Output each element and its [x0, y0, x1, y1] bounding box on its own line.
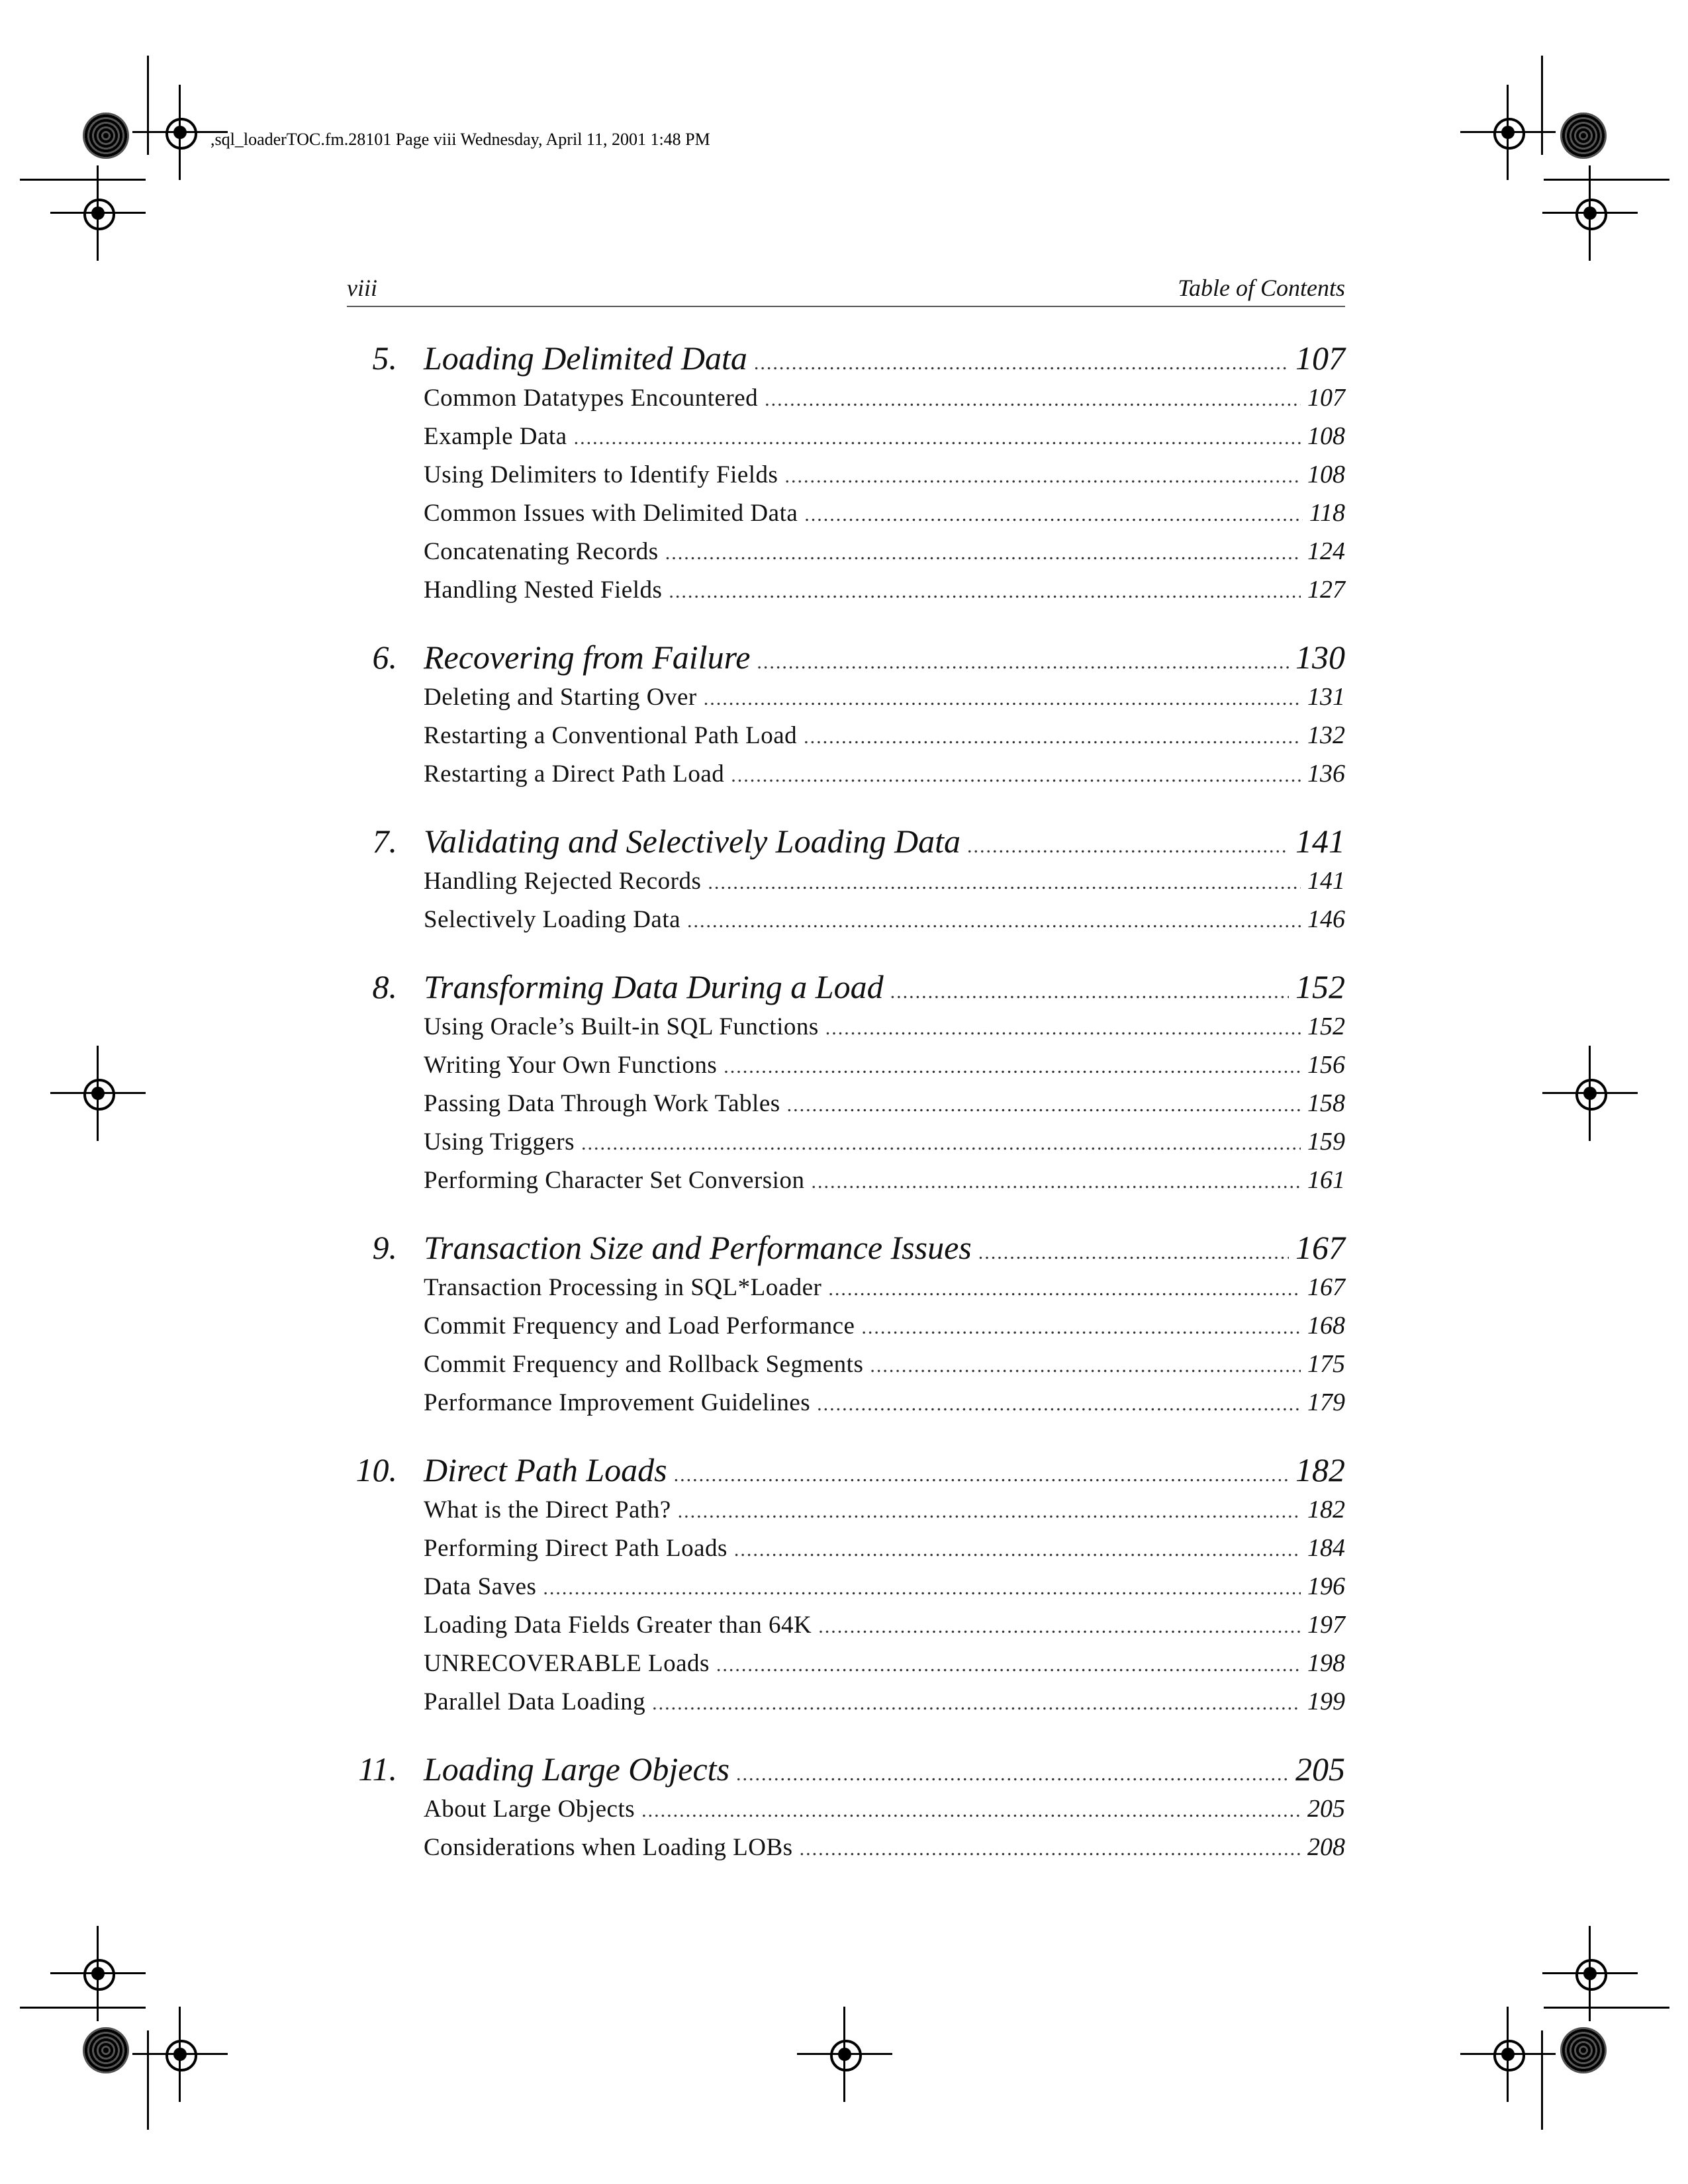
- dot-leader: [669, 572, 1301, 611]
- section-title: Performance Improvement Guidelines: [424, 1389, 811, 1416]
- section-entry[interactable]: [347, 1828, 1345, 1866]
- section-entry[interactable]: [347, 1383, 1345, 1422]
- section-title: Data Saves: [424, 1573, 537, 1600]
- chapter-entry: [347, 1449, 1345, 1721]
- section-title: Common Issues with Delimited Data: [424, 500, 798, 527]
- chapter-entry: [347, 1749, 1345, 1866]
- dot-leader: [967, 826, 1289, 867]
- section-title: Commit Frequency and Rollback Segments: [424, 1351, 864, 1378]
- section-page: 205: [1307, 1795, 1345, 1823]
- crosshair-right-lower: [1571, 1955, 1609, 1992]
- section-title: Performing Character Set Conversion: [424, 1167, 805, 1194]
- chapter-heading[interactable]: [347, 338, 1345, 379]
- dot-leader: [641, 1792, 1301, 1830]
- crop-line: [1544, 179, 1669, 181]
- chapter-number: 7.: [372, 823, 397, 860]
- section-entry[interactable]: [347, 532, 1345, 570]
- running-head-title: Table of Contents: [1178, 275, 1345, 301]
- section-page: 175: [1307, 1350, 1345, 1378]
- crosshair-bottom-center: [826, 2036, 863, 2073]
- section-entry[interactable]: [347, 1644, 1345, 1682]
- section-entry[interactable]: [347, 1084, 1345, 1122]
- crosshair-left-upper: [79, 195, 117, 232]
- chapter-number: 10.: [355, 1451, 397, 1488]
- dot-leader: [734, 1531, 1301, 1569]
- chapter-number: 6.: [372, 639, 397, 676]
- section-entry[interactable]: [347, 1790, 1345, 1828]
- dot-leader: [754, 343, 1289, 384]
- crop-line: [20, 2007, 146, 2009]
- section-title: About Large Objects: [424, 1796, 635, 1823]
- section-page: 124: [1307, 537, 1345, 565]
- section-entry[interactable]: [347, 1046, 1345, 1084]
- section-page: 118: [1309, 499, 1345, 527]
- dot-leader: [800, 1830, 1301, 1868]
- page-folio: viii: [347, 275, 377, 301]
- dot-leader: [765, 381, 1301, 419]
- section-title: Common Datatypes Encountered: [424, 385, 759, 412]
- crosshair-bottom-right: [1489, 2036, 1526, 2073]
- section-page: 132: [1307, 721, 1345, 749]
- section-page: 196: [1307, 1572, 1345, 1600]
- section-page: 158: [1307, 1089, 1345, 1117]
- section-page: 152: [1307, 1013, 1345, 1040]
- crosshair-top-left: [162, 114, 199, 151]
- chapter-heading[interactable]: [347, 1449, 1345, 1490]
- chapter-title: Validating and Selectively Loading Data: [424, 823, 961, 860]
- section-entry[interactable]: [347, 570, 1345, 609]
- section-page: 168: [1307, 1312, 1345, 1340]
- crop-line: [1541, 56, 1543, 155]
- section-page: 156: [1307, 1051, 1345, 1079]
- chapter-number: 5.: [372, 340, 397, 377]
- chapter-heading[interactable]: [347, 637, 1345, 678]
- dot-leader: [890, 972, 1289, 1013]
- dot-leader: [674, 1455, 1289, 1496]
- section-entry[interactable]: [347, 417, 1345, 455]
- dot-leader: [817, 1385, 1301, 1424]
- chapter-number: 9.: [372, 1229, 397, 1266]
- section-page: 198: [1307, 1649, 1345, 1677]
- section-title: Transaction Processing in SQL*Loader: [424, 1274, 822, 1301]
- crosshair-left-lower: [79, 1955, 117, 1992]
- section-title: Passing Data Through Work Tables: [424, 1090, 780, 1117]
- chapter-title: Loading Large Objects: [424, 1751, 730, 1788]
- section-title: Concatenating Records: [424, 538, 659, 565]
- dot-leader: [665, 534, 1301, 572]
- dot-leader: [687, 902, 1301, 940]
- chapter-page: 107: [1295, 340, 1345, 377]
- chapter-heading[interactable]: [347, 1227, 1345, 1268]
- section-page: 197: [1307, 1611, 1345, 1639]
- chapter-entry: [347, 966, 1345, 1199]
- crosshair-right-upper: [1571, 195, 1609, 232]
- section-page: 167: [1307, 1273, 1345, 1301]
- section-title: Using Delimiters to Identify Fields: [424, 461, 778, 488]
- crop-line: [147, 2030, 149, 2130]
- dot-leader: [818, 1608, 1301, 1646]
- section-page: 108: [1307, 461, 1345, 488]
- running-head: [347, 273, 1345, 307]
- chapter-entry: [347, 338, 1345, 609]
- dot-leader: [736, 1754, 1289, 1795]
- chapter-title: Direct Path Loads: [424, 1451, 667, 1488]
- chapter-entry: [347, 637, 1345, 793]
- section-title: Loading Data Fields Greater than 64K: [424, 1612, 812, 1639]
- crosshair-right-middle: [1571, 1075, 1609, 1112]
- crop-line: [147, 56, 149, 155]
- section-entry[interactable]: [347, 1682, 1345, 1721]
- chapter-entry: [347, 1227, 1345, 1422]
- dot-leader: [870, 1347, 1301, 1385]
- section-entry[interactable]: [347, 494, 1345, 532]
- section-title: Restarting a Conventional Path Load: [424, 722, 798, 749]
- chapter-page: 130: [1295, 639, 1345, 676]
- section-title: Parallel Data Loading: [424, 1688, 646, 1715]
- registration-disc-top-left: [83, 113, 129, 159]
- dot-leader: [708, 864, 1301, 902]
- section-entry[interactable]: [347, 1268, 1345, 1306]
- chapter-page: 141: [1295, 823, 1345, 860]
- section-title: Using Triggers: [424, 1128, 575, 1156]
- crosshair-bottom-left: [162, 2036, 199, 2073]
- section-entry[interactable]: [347, 862, 1345, 900]
- section-title: Restarting a Direct Path Load: [424, 760, 725, 788]
- section-title: Deleting and Starting Over: [424, 684, 697, 711]
- section-entry[interactable]: [347, 1606, 1345, 1644]
- section-page: 136: [1307, 760, 1345, 788]
- section-title: Handling Rejected Records: [424, 868, 702, 895]
- chapter-page: 152: [1295, 968, 1345, 1005]
- chapter-title: Transaction Size and Performance Issues: [424, 1229, 972, 1266]
- section-title: What is the Direct Path?: [424, 1496, 671, 1524]
- section-entry[interactable]: [347, 1345, 1345, 1383]
- dot-leader: [716, 1646, 1301, 1684]
- section-title: Example Data: [424, 423, 567, 450]
- chapter-number: 11.: [358, 1751, 397, 1788]
- dot-leader: [861, 1308, 1301, 1347]
- chapter-page: 167: [1295, 1229, 1345, 1266]
- section-title: Using Oracle’s Built-in SQL Functions: [424, 1013, 819, 1040]
- section-entry[interactable]: [347, 1161, 1345, 1199]
- section-title: Selectively Loading Data: [424, 906, 681, 933]
- dot-leader: [581, 1124, 1301, 1163]
- section-entry[interactable]: [347, 900, 1345, 938]
- section-title: Considerations when Loading LOBs: [424, 1834, 793, 1861]
- section-entry[interactable]: [347, 1306, 1345, 1345]
- section-entry[interactable]: [347, 716, 1345, 754]
- crop-line: [20, 179, 146, 181]
- dot-leader: [784, 457, 1301, 496]
- dot-leader: [652, 1684, 1301, 1723]
- chapter-title: Recovering from Failure: [424, 639, 751, 676]
- section-page: 184: [1307, 1534, 1345, 1562]
- dot-leader: [731, 756, 1301, 795]
- dot-leader: [543, 1569, 1301, 1608]
- crop-line: [1544, 2007, 1669, 2009]
- crosshair-left-middle: [79, 1075, 117, 1112]
- dot-leader: [825, 1009, 1301, 1048]
- dot-leader: [678, 1492, 1301, 1531]
- registration-disc-bottom-left: [83, 2027, 129, 2073]
- print-info-slug: ,sql_loaderTOC.fm.28101 Page viii Wednesday, April 11, 2001 1:48 PM: [211, 130, 710, 149]
- chapter-title: Transforming Data During a Load: [424, 968, 884, 1005]
- chapter-heading[interactable]: [347, 966, 1345, 1007]
- section-title: UNRECOVERABLE Loads: [424, 1650, 710, 1677]
- chapter-heading[interactable]: [347, 1749, 1345, 1790]
- section-page: 199: [1307, 1688, 1345, 1715]
- section-page: 179: [1307, 1388, 1345, 1416]
- section-entry[interactable]: [347, 455, 1345, 494]
- dot-leader: [804, 496, 1303, 534]
- chapter-number: 8.: [372, 968, 397, 1005]
- section-page: 107: [1307, 384, 1345, 412]
- registration-disc-top-right: [1560, 113, 1607, 159]
- section-title: Writing Your Own Functions: [424, 1052, 718, 1079]
- section-entry[interactable]: [347, 379, 1345, 417]
- section-entry[interactable]: [347, 754, 1345, 793]
- dot-leader: [811, 1163, 1301, 1201]
- section-entry[interactable]: [347, 1122, 1345, 1161]
- dot-leader: [757, 642, 1289, 683]
- section-entry[interactable]: [347, 1567, 1345, 1606]
- crosshair-top-right: [1489, 114, 1526, 151]
- section-title: Handling Nested Fields: [424, 576, 663, 604]
- table-of-contents: [347, 338, 1345, 1894]
- section-page: 161: [1307, 1166, 1345, 1194]
- section-page: 131: [1307, 683, 1345, 711]
- section-page: 182: [1307, 1496, 1345, 1524]
- section-entry[interactable]: [347, 1490, 1345, 1529]
- section-page: 127: [1307, 576, 1345, 604]
- dot-leader: [787, 1086, 1301, 1124]
- section-page: 159: [1307, 1128, 1345, 1156]
- section-entry[interactable]: [347, 1529, 1345, 1567]
- section-page: 108: [1307, 422, 1345, 450]
- section-page: 146: [1307, 905, 1345, 933]
- chapter-page: 182: [1295, 1451, 1345, 1488]
- chapter-title: Loading Delimited Data: [424, 340, 747, 377]
- section-page: 208: [1307, 1833, 1345, 1861]
- dot-leader: [724, 1048, 1301, 1086]
- crop-line: [1541, 2030, 1543, 2130]
- chapter-entry: [347, 821, 1345, 938]
- dot-leader: [828, 1270, 1301, 1308]
- section-entry[interactable]: [347, 1007, 1345, 1046]
- registration-disc-bottom-right: [1560, 2027, 1607, 2073]
- dot-leader: [804, 718, 1301, 756]
- dot-leader: [574, 419, 1301, 457]
- chapter-page: 205: [1295, 1751, 1345, 1788]
- section-title: Performing Direct Path Loads: [424, 1535, 727, 1562]
- dot-leader: [704, 680, 1301, 718]
- section-page: 141: [1307, 867, 1345, 895]
- section-entry[interactable]: [347, 678, 1345, 716]
- dot-leader: [978, 1232, 1289, 1273]
- section-title: Commit Frequency and Load Performance: [424, 1312, 855, 1340]
- chapter-heading[interactable]: [347, 821, 1345, 862]
